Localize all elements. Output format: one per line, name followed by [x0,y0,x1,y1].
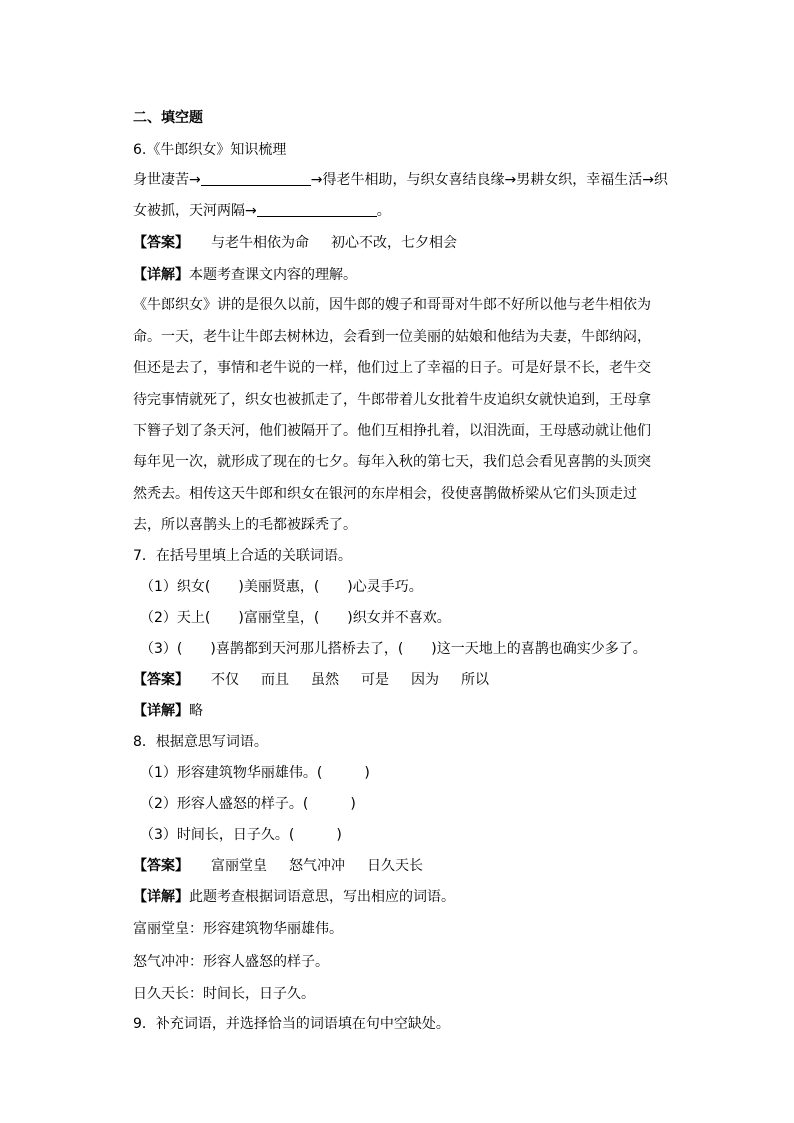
q7-detail-text: 略 [189,703,203,719]
q6-detail-line: 下簪子划了条天河，他们被隔开了。他们互相挣扎着，以泪洗面，王母感动就让他们 [133,423,651,439]
q7-title: 7．在括号里填上合适的关联词语。 [133,548,352,564]
q6-line-2 [133,201,733,221]
q8-explanation-1: 富丽堂皇：形容建筑物华丽雄伟。 [133,921,343,937]
q6-detail-line: 每年见一次，就形成了现在的七夕。每年入秋的第七天，我们总会看见喜鹊的头顶突 [133,454,651,470]
detail-tag: 【详解】 [133,267,189,283]
q6-detail-line: 然秃去。相传这天牛郎和织女在银河的东岸相会，役使喜鹊做桥梁从它们头顶走过 [133,486,637,502]
q7-answer-5: 因为 [411,672,439,688]
q8-title: 8．根据意思写词语。 [133,734,268,750]
q6-line-1 [133,170,733,190]
q7-item-3: （3）( )喜鹊都到天河那儿搭桥去了，( )这一天地上的喜鹊也确实少多了。 [140,641,647,657]
q8-item-3: （3）时间长，日子久。( ) [140,827,342,843]
q6-blank-1 [201,171,311,186]
answer-tag: 【答案】 [133,858,189,874]
answer-tag: 【答案】 [133,672,189,688]
q8-answer [133,856,733,876]
answer-tag: 【答案】 [133,235,189,251]
q8-item-1: （1）形容建筑物华丽雄伟。( ) [140,765,370,781]
q6-line2-end: 。 [376,203,391,219]
q8-detail [133,887,733,907]
q7-answer-4: 可是 [361,672,389,688]
q7-detail [133,701,733,721]
q7-answer-1: 不仅 [211,672,239,688]
section-title: 二、填空题 [133,110,203,126]
q6-title: 6.《牛郎织女》知识梳理 [133,142,287,158]
q6-line2-start: 女被抓，天河两隔→ [133,203,257,219]
q6-line1-start: 身世凄苦→ [133,172,201,188]
q6-blank-2 [257,202,377,217]
q6-detail-line: 命。一天，老牛让牛郎去树林边，会看到一位美丽的姑娘和他结为夫妻，牛郎纳闷， [133,329,651,345]
q6-detail-line: 《牛郎织女》讲的是很久以前，因牛郎的嫂子和哥哥对牛郎不好所以他与老牛相依为 [133,297,651,313]
q8-answer-1: 富丽堂皇 [211,858,267,874]
q8-detail-intro: 此题考查根据词语意思，写出相应的词语。 [189,889,455,905]
q8-item-2: （2）形容人盛怒的样子。( ) [140,796,356,812]
q6-answer [133,233,733,253]
q6-answer-1: 与老牛相依为命 [211,235,309,251]
q7-item-2: （2）天上( )富丽堂皇，( )织女并不喜欢。 [140,610,451,626]
q6-detail [133,265,733,285]
q7-answer [133,670,733,690]
q7-answer-2: 而且 [261,672,289,688]
detail-tag: 【详解】 [133,703,189,719]
q8-answer-3: 日久天长 [367,858,423,874]
q6-line1-end: →得老牛相助，与织女喜结良缘→男耕女织，幸福生活→织 [310,172,668,188]
q7-answer-6: 所以 [461,672,489,688]
q6-detail-intro: 本题考查课文内容的理解。 [189,267,357,283]
q8-answer-2: 怒气冲冲 [289,858,345,874]
q8-explanation-2: 怒气冲冲：形容人盛怒的样子。 [133,954,329,970]
q6-answer-2: 初心不改，七夕相会 [331,235,457,251]
q7-answer-3: 虽然 [311,672,339,688]
q7-item-1: （1）织女( )美丽贤惠，( )心灵手巧。 [140,579,423,595]
q9-title: 9．补充词语，并选择恰当的词语填在句中空缺处。 [133,1016,450,1032]
detail-tag: 【详解】 [133,889,189,905]
q6-detail-line: 但还是去了，事情和老牛说的一样，他们过上了幸福的日子。可是好景不长，老牛交 [133,360,651,376]
q6-detail-line: 去，所以喜鹊头上的毛都被踩秃了。 [133,517,357,533]
q8-explanation-3: 日久天长：时间长，日子久。 [133,986,315,1002]
q6-detail-line: 待完事情就死了，织女也被抓走了，牛郎带着儿女批着牛皮追织女就快追到，王母拿 [133,392,651,408]
